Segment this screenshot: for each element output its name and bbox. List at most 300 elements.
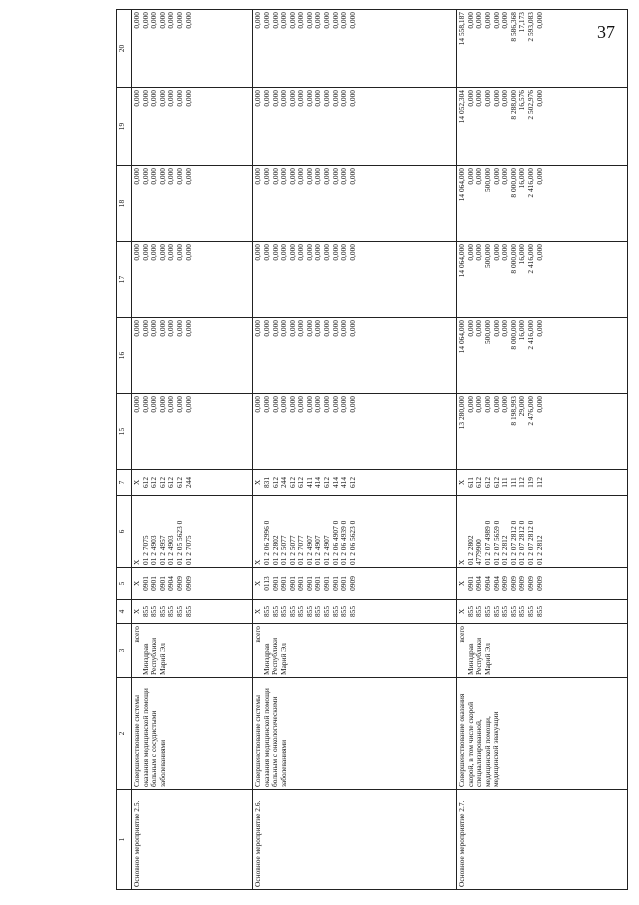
- cell-value: 0,000: [166, 12, 176, 29]
- cell-value: 500,000: [482, 244, 492, 269]
- cell-value: 0,000: [474, 12, 484, 29]
- value-cell: [457, 496, 628, 568]
- cell-value: 2 416,000: [525, 320, 535, 350]
- cell-value: 0,000: [500, 12, 510, 29]
- cell-value: 855: [491, 605, 501, 618]
- cell-value: 612: [149, 476, 159, 489]
- cell-value: 0,000: [140, 320, 150, 337]
- cell-value: 0,000: [322, 396, 332, 413]
- cell-value: 0901: [296, 576, 306, 591]
- column-header: 16: [117, 318, 132, 394]
- cell-value: X: [457, 580, 467, 587]
- cell-value: 855: [157, 605, 167, 618]
- column-header: 6: [117, 496, 132, 568]
- activity-cell: Основное мероприятие 2.7.: [457, 790, 628, 890]
- table-row: [457, 10, 628, 890]
- cell-value: 0,000: [313, 244, 323, 261]
- table-area: [116, 10, 628, 890]
- value-cell: [132, 394, 253, 470]
- cell-value: 612: [157, 476, 167, 489]
- cell-value: 0,000: [296, 244, 306, 261]
- cell-value: 0,000: [149, 396, 159, 413]
- cell-value: 0,000: [474, 168, 484, 185]
- cell-value: 0,000: [313, 168, 323, 185]
- value-cell: [132, 166, 253, 242]
- value-cell: [132, 318, 253, 394]
- cell-value: 0,000: [339, 168, 349, 185]
- cell-value: 0,000: [304, 12, 314, 29]
- column-header: 5: [117, 568, 132, 600]
- cell-value: 0,000: [279, 396, 289, 413]
- rotated-table-container: [116, 10, 628, 890]
- cell-value: 0909: [508, 576, 518, 591]
- cell-value: 0901: [287, 576, 297, 591]
- cell-value: 01 2 06 2996 0: [261, 520, 271, 565]
- cell-value: 0904: [474, 576, 484, 591]
- cell-value: X: [253, 479, 263, 486]
- column-header: 15: [117, 394, 132, 470]
- cell-value: 0,000: [157, 396, 167, 413]
- cell-value: 855: [183, 605, 193, 618]
- cell-value: 0,000: [140, 168, 150, 185]
- activity-name-cell: Совершенствование системы оказания медицинской помощи больным с онкологическими заболеваниями: [253, 678, 457, 790]
- cell-value: 01 2 4903: [166, 535, 176, 565]
- cell-value: 612: [287, 476, 297, 489]
- cell-value: 0,000: [183, 90, 193, 107]
- cell-value: 0,000: [149, 320, 159, 337]
- cell-value: 0,000: [534, 90, 544, 107]
- cell-value: X: [457, 559, 467, 565]
- cell-value: 0,000: [491, 320, 501, 337]
- value-cell: [253, 470, 457, 496]
- cell-value: 0,000: [174, 12, 184, 29]
- cell-value: X: [253, 559, 263, 565]
- cell-value: 0,000: [270, 396, 280, 413]
- cell-value: 0,000: [132, 12, 141, 29]
- cell-value: 612: [166, 476, 176, 489]
- cell-value: 0,000: [322, 168, 332, 185]
- cell-value: 0,000: [296, 396, 306, 413]
- cell-value: 612: [174, 476, 184, 489]
- cell-value: 0,000: [304, 396, 314, 413]
- cell-value: 0,000: [347, 12, 357, 29]
- cell-value: 855: [149, 605, 159, 618]
- cell-value: 16,000: [517, 168, 527, 189]
- cell-value: 0,000: [322, 244, 332, 261]
- cell-value: 0,000: [313, 12, 323, 29]
- cell-value: 01 2 7077: [296, 535, 306, 565]
- cell-value: 2 416,000: [525, 168, 535, 198]
- cell-value: 855: [508, 605, 518, 618]
- cell-value: 0,000: [132, 396, 141, 413]
- cell-value: X: [132, 608, 141, 615]
- cell-value: 0,000: [287, 90, 297, 107]
- cell-value: 14 052,304: [457, 90, 467, 124]
- value-cell: [253, 568, 457, 600]
- executor-cell: [457, 624, 628, 678]
- cell-value: X: [253, 608, 263, 615]
- cell-value: 0,000: [534, 12, 544, 29]
- table-row: [253, 10, 457, 890]
- cell-value: 0,000: [296, 90, 306, 107]
- cell-value: 0,000: [304, 244, 314, 261]
- cell-value: 4779900: [474, 539, 484, 565]
- cell-value: 0,000: [261, 168, 271, 185]
- cell-value: 0,000: [279, 90, 289, 107]
- cell-value: 16,000: [517, 320, 527, 341]
- cell-value: 0,000: [174, 320, 184, 337]
- cell-value: 01 2 05 5623 0: [174, 520, 184, 565]
- cell-value: 0,000: [313, 90, 323, 107]
- cell-value: 01 2 06 4939 0: [339, 520, 349, 565]
- cell-value: 14 064,000: [457, 320, 467, 354]
- cell-value: 0,000: [253, 168, 263, 185]
- cell-value: 0901: [149, 576, 159, 591]
- cell-value: 0,000: [330, 396, 340, 413]
- cell-value: 414: [313, 476, 323, 489]
- cell-value: 0904: [491, 576, 501, 591]
- cell-value: 0,000: [534, 320, 544, 337]
- page-number: 37: [597, 22, 615, 42]
- cell-value: 612: [322, 476, 332, 489]
- cell-value: 0,000: [132, 244, 141, 261]
- cell-value: 855: [174, 605, 184, 618]
- cell-value: 0,000: [270, 168, 280, 185]
- cell-value: 0,000: [474, 320, 484, 337]
- value-cell: [253, 10, 457, 88]
- cell-value: 111: [500, 477, 510, 488]
- activity-cell: Основное мероприятие 2.5.: [132, 790, 253, 890]
- cell-value: 112: [534, 477, 544, 488]
- cell-value: 0904: [166, 576, 176, 591]
- value-cell: [457, 242, 628, 318]
- cell-value: 0,000: [174, 90, 184, 107]
- cell-value: 2 416,000: [525, 244, 535, 274]
- cell-value: 0901: [330, 576, 340, 591]
- cell-value: 0,000: [253, 320, 263, 337]
- cell-value: 0,000: [296, 320, 306, 337]
- cell-value: 0,000: [339, 12, 349, 29]
- cell-value: 8 198,993: [508, 396, 518, 426]
- executor-total-label: всего: [253, 626, 263, 643]
- column-header: 7: [117, 470, 132, 496]
- cell-value: 0,000: [474, 90, 484, 107]
- column-header: 2: [117, 678, 132, 790]
- value-cell: [457, 600, 628, 624]
- cell-value: 14 064,000: [457, 168, 467, 202]
- executor-name: Минздрав Республики Марий Эл: [140, 637, 167, 675]
- cell-value: 0,000: [534, 244, 544, 261]
- cell-value: 0,000: [465, 12, 475, 29]
- value-cell: [457, 318, 628, 394]
- cell-value: 0,000: [166, 244, 176, 261]
- cell-value: 01 2 06 5623 0: [347, 520, 357, 565]
- cell-value: 01 2 2802: [270, 535, 280, 565]
- cell-value: 855: [465, 605, 475, 618]
- cell-value: 0,000: [140, 90, 150, 107]
- cell-value: 855: [500, 605, 510, 618]
- column-header: 4: [117, 600, 132, 624]
- cell-value: 0,000: [287, 244, 297, 261]
- cell-value: X: [132, 580, 141, 587]
- cell-value: 0,000: [183, 244, 193, 261]
- cell-value: 0,000: [465, 396, 475, 413]
- cell-value: 244: [183, 476, 193, 489]
- cell-value: 111: [508, 477, 518, 488]
- cell-value: 0,000: [261, 396, 271, 413]
- cell-value: 0,000: [347, 168, 357, 185]
- cell-value: 0,000: [339, 320, 349, 337]
- cell-value: 0,000: [330, 12, 340, 29]
- column-header: 1: [117, 790, 132, 890]
- cell-value: 855: [534, 605, 544, 618]
- cell-value: 0,000: [287, 12, 297, 29]
- cell-value: 0,000: [270, 12, 280, 29]
- cell-value: 0,000: [491, 168, 501, 185]
- cell-value: 831: [261, 476, 271, 489]
- cell-value: 0,000: [132, 168, 141, 185]
- cell-value: 0,000: [534, 396, 544, 413]
- value-cell: [253, 242, 457, 318]
- value-cell: [253, 318, 457, 394]
- cell-value: 855: [525, 605, 535, 618]
- cell-value: 0,000: [330, 320, 340, 337]
- cell-value: 612: [270, 476, 280, 489]
- cell-value: 14 064,000: [457, 244, 467, 278]
- cell-value: 0901: [322, 576, 332, 591]
- value-cell: [132, 600, 253, 624]
- cell-value: 0909: [174, 576, 184, 591]
- cell-value: 0,000: [253, 12, 263, 29]
- cell-value: 0,000: [174, 168, 184, 185]
- cell-value: 0,000: [296, 12, 306, 29]
- cell-value: 0,000: [174, 396, 184, 413]
- cell-value: 01 2 4907: [322, 535, 332, 565]
- cell-value: 0909: [183, 576, 193, 591]
- cell-value: 0,000: [253, 90, 263, 107]
- cell-value: 0901: [339, 576, 349, 591]
- cell-value: 0,000: [149, 244, 159, 261]
- cell-value: 855: [330, 605, 340, 618]
- cell-value: 0,000: [174, 244, 184, 261]
- cell-value: 612: [482, 476, 492, 489]
- cell-value: X: [132, 559, 141, 565]
- cell-value: X: [457, 608, 467, 615]
- cell-value: 0904: [482, 576, 492, 591]
- value-cell: [457, 88, 628, 166]
- cell-value: 0,000: [474, 244, 484, 261]
- cell-value: 0,000: [157, 320, 167, 337]
- cell-value: 0,000: [482, 396, 492, 413]
- cell-value: 855: [279, 605, 289, 618]
- value-cell: [253, 394, 457, 470]
- cell-value: 855: [322, 605, 332, 618]
- cell-value: 01 2 7075: [140, 535, 150, 565]
- cell-value: 0901: [304, 576, 314, 591]
- cell-value: 0,000: [261, 12, 271, 29]
- cell-value: 0,000: [183, 396, 193, 413]
- cell-value: 0,000: [491, 90, 501, 107]
- cell-value: 0,000: [140, 396, 150, 413]
- executor-cell: [132, 624, 253, 678]
- cell-value: 855: [347, 605, 357, 618]
- cell-value: 8 000,000: [508, 244, 518, 274]
- value-cell: [457, 10, 628, 88]
- cell-value: 855: [166, 605, 176, 618]
- cell-value: 0,000: [347, 396, 357, 413]
- cell-value: 16,000: [517, 244, 527, 265]
- cell-value: 0,000: [270, 320, 280, 337]
- cell-value: 01 2 7075: [183, 535, 193, 565]
- cell-value: 01 2 4907: [313, 535, 323, 565]
- cell-value: 01 2 06 4907 0: [330, 520, 340, 565]
- cell-value: 0113: [261, 576, 271, 591]
- cell-value: 01 2 2812: [500, 535, 510, 565]
- cell-value: 414: [330, 476, 340, 489]
- cell-value: 16,576: [517, 90, 527, 111]
- value-cell: [253, 600, 457, 624]
- cell-value: 0,000: [313, 396, 323, 413]
- cell-value: 612: [347, 476, 357, 489]
- cell-value: 0901: [140, 576, 150, 591]
- cell-value: 0,000: [296, 168, 306, 185]
- cell-value: 0,000: [474, 396, 484, 413]
- value-cell: [132, 88, 253, 166]
- cell-value: 0,000: [253, 244, 263, 261]
- cell-value: 112: [517, 477, 527, 488]
- value-cell: [457, 166, 628, 242]
- cell-value: 0,000: [261, 320, 271, 337]
- cell-value: 0,000: [166, 168, 176, 185]
- cell-value: 0,000: [183, 168, 193, 185]
- cell-value: 0,000: [166, 320, 176, 337]
- cell-value: 855: [482, 605, 492, 618]
- executor-total-label: всего: [132, 626, 141, 643]
- cell-value: 611: [465, 477, 475, 488]
- cell-value: 01 2 4957: [157, 535, 167, 565]
- cell-value: 0,000: [157, 244, 167, 261]
- cell-value: 855: [304, 605, 314, 618]
- cell-value: X: [457, 479, 467, 486]
- value-cell: [132, 242, 253, 318]
- cell-value: 01 2 07 4989 0: [482, 520, 492, 565]
- cell-value: 0909: [525, 576, 535, 591]
- cell-value: 01 2 4903: [149, 535, 159, 565]
- column-header: 19: [117, 88, 132, 166]
- cell-value: 0,000: [279, 244, 289, 261]
- cell-value: 0,000: [339, 396, 349, 413]
- cell-value: 0,000: [465, 90, 475, 107]
- value-cell: [253, 496, 457, 568]
- cell-value: 244: [279, 476, 289, 489]
- cell-value: 0,000: [322, 90, 332, 107]
- cell-value: 17,173: [517, 12, 527, 33]
- cell-value: 0,000: [339, 90, 349, 107]
- cell-value: 0,000: [157, 12, 167, 29]
- cell-value: 0901: [270, 576, 280, 591]
- cell-value: 0901: [465, 576, 475, 591]
- cell-value: 0,000: [339, 244, 349, 261]
- cell-value: 0,000: [347, 320, 357, 337]
- cell-value: 0,000: [491, 12, 501, 29]
- activity-cell: Основное мероприятие 2.6.: [253, 790, 457, 890]
- cell-value: 2 476,000: [525, 396, 535, 426]
- cell-value: 855: [287, 605, 297, 618]
- cell-value: 0,000: [166, 90, 176, 107]
- cell-value: 0,000: [491, 244, 501, 261]
- cell-value: 0909: [517, 576, 527, 591]
- cell-value: 0,000: [132, 320, 141, 337]
- budget-table: [116, 9, 628, 890]
- cell-value: 0,000: [330, 244, 340, 261]
- cell-value: 0,000: [313, 320, 323, 337]
- cell-value: 0901: [313, 576, 323, 591]
- cell-value: 0901: [279, 576, 289, 591]
- cell-value: 2 502,976: [525, 90, 535, 120]
- cell-value: 0,000: [261, 244, 271, 261]
- value-cell: [132, 568, 253, 600]
- cell-value: 0,000: [166, 396, 176, 413]
- cell-value: 0,000: [140, 244, 150, 261]
- cell-value: 0,000: [500, 320, 510, 337]
- cell-value: 01 2 5077: [287, 535, 297, 565]
- cell-value: 0,000: [465, 244, 475, 261]
- cell-value: 0,000: [482, 90, 492, 107]
- cell-value: 0,000: [347, 90, 357, 107]
- cell-value: 0,000: [330, 90, 340, 107]
- cell-value: 0,000: [270, 90, 280, 107]
- executor-cell: [253, 624, 457, 678]
- cell-value: 0,000: [330, 168, 340, 185]
- cell-value: 8 288,000: [508, 90, 518, 120]
- column-header: 17: [117, 242, 132, 318]
- cell-value: 0,000: [279, 12, 289, 29]
- cell-value: 01 2 07 2812 0: [508, 520, 518, 565]
- cell-value: 0,000: [183, 12, 193, 29]
- cell-value: 0,000: [500, 168, 510, 185]
- cell-value: 0,000: [183, 320, 193, 337]
- cell-value: 0909: [500, 576, 510, 591]
- cell-value: 0,000: [304, 168, 314, 185]
- cell-value: 14 558,187: [457, 12, 467, 46]
- cell-value: 0,000: [322, 320, 332, 337]
- cell-value: 0,000: [482, 12, 492, 29]
- cell-value: 855: [140, 605, 150, 618]
- cell-value: 0,000: [322, 12, 332, 29]
- cell-value: 0,000: [304, 90, 314, 107]
- cell-value: 0,000: [140, 12, 150, 29]
- cell-value: 0,000: [500, 396, 510, 413]
- activity-name-cell: Совершенствование оказания скорой, в том числе скорой специализированной, медицинской помощи, медицинской эвакуации: [457, 678, 628, 790]
- cell-value: 855: [261, 605, 271, 618]
- cell-value: 414: [339, 476, 349, 489]
- cell-value: 612: [140, 476, 150, 489]
- executor-name: Минздрав Республики Марий Эл: [261, 637, 288, 675]
- value-cell: [457, 568, 628, 600]
- column-header: 18: [117, 166, 132, 242]
- cell-value: 01 2 5077: [279, 535, 289, 565]
- cell-value: 855: [517, 605, 527, 618]
- cell-value: 01 2 07 2812 0: [525, 520, 535, 565]
- cell-value: 0,000: [270, 244, 280, 261]
- column-header: 3: [117, 624, 132, 678]
- cell-value: 01 2 2802: [465, 535, 475, 565]
- cell-value: 612: [296, 476, 306, 489]
- cell-value: 0,000: [287, 168, 297, 185]
- cell-value: 0,000: [500, 90, 510, 107]
- cell-value: 2 593,083: [525, 12, 535, 42]
- cell-value: 0,000: [157, 90, 167, 107]
